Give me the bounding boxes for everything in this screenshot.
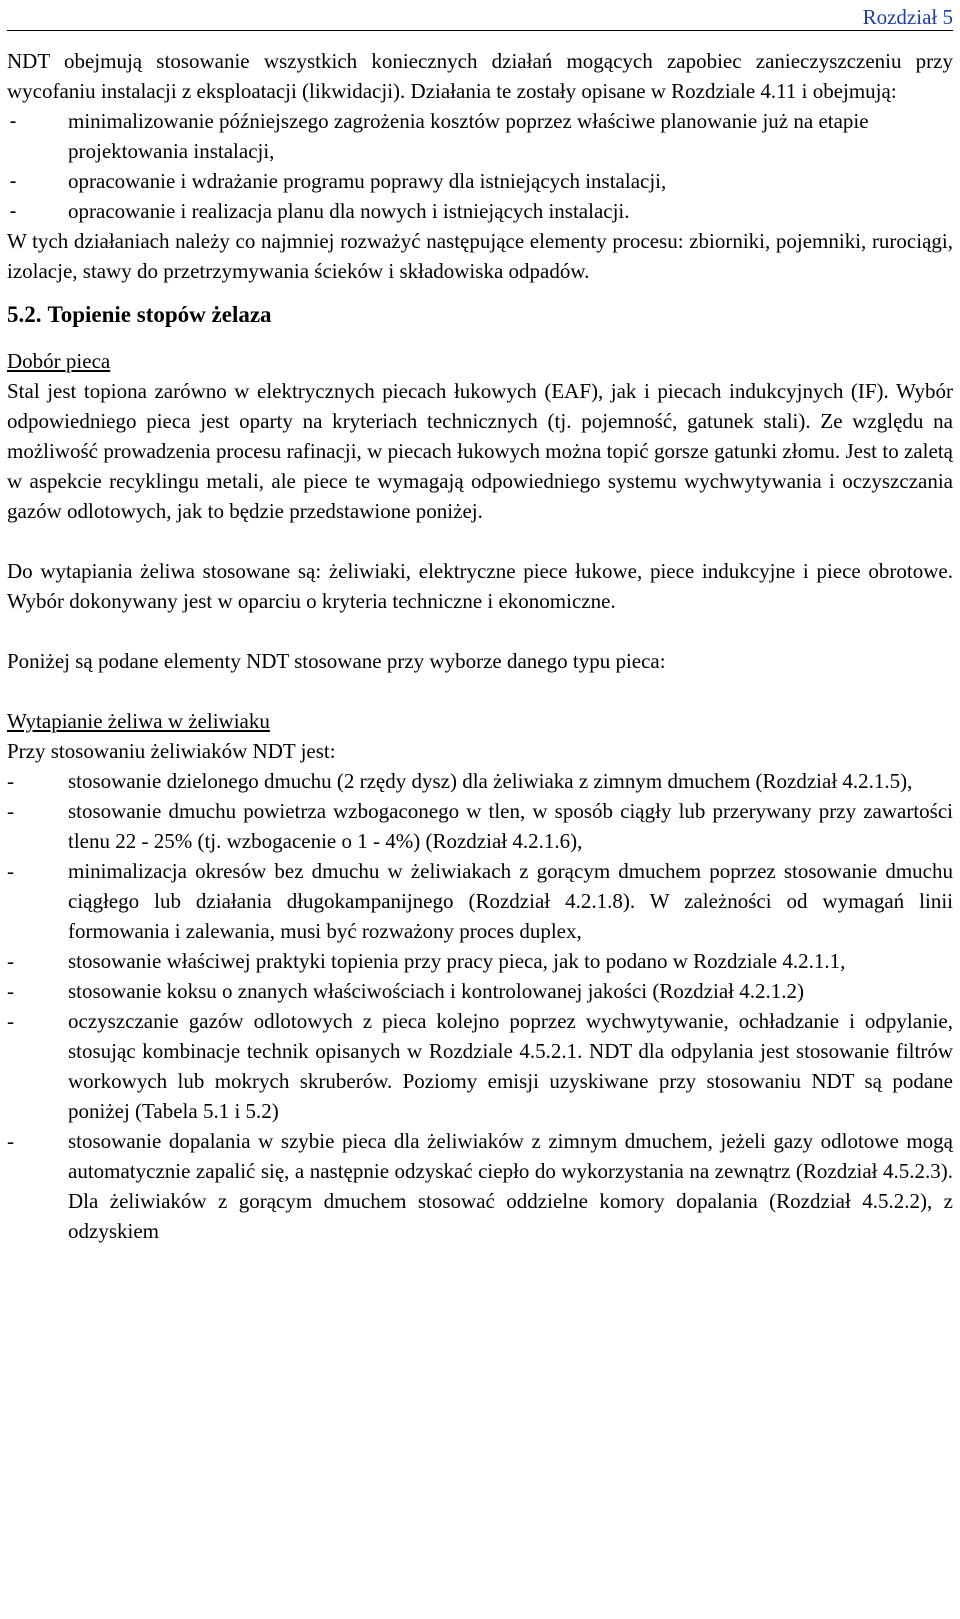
list-item-text: stosowanie koksu o znanych właściwościach i kontrolowanej jakości (Rozdział 4.2.1.2) (68, 979, 804, 1003)
dash-marker: - (7, 979, 14, 1003)
dash-marker: - (7, 199, 20, 223)
section-title: Topienie stopów żelaza (47, 302, 272, 327)
dash-marker: - (7, 859, 14, 883)
cupola-lead: Przy stosowaniu żeliwiaków NDT jest: (7, 739, 336, 763)
list-item-text: stosowanie właściwej praktyki topienia przy pracy pieca, jak to podano w Rozdziale 4.2.1.1, (68, 949, 846, 973)
document-page (7, 0, 953, 1246)
dash-marker: - (7, 109, 20, 133)
furnace-paragraph: Stal jest topiona zarówno w elektrycznych piecach łukowych (EAF), jak i piecach indukcyjnych (IF). Wybór odpowiedniego pieca jest oparty na kryteriach technicznych (tj. pojemność, gatunek stali). Ze względu na możliwość prowadzenia procesu rafinacji, w piecach łukowych można topić gorsze gatunki złomu. Jest to zaletą w aspekcie recyklingu metali, ale piece te wymagają odpowiedniego systemu wychwytywania i oczyszczania gazów odlotowych, jak to będzie przedstawione poniżej. (7, 379, 953, 523)
dash-marker: - (7, 169, 20, 193)
list-item (7, 106, 953, 166)
list-item (7, 1006, 953, 1126)
dash-marker: - (7, 949, 14, 973)
list-item-text: opracowanie i wdrażanie programu poprawy dla istniejących instalacji, (68, 169, 667, 193)
list-item-text: minimalizacja okresów bez dmuchu w żeliwiakach z gorącym dmuchem poprzez stosowanie dmuchu ciągłego lub działania długokampanijnego (Rozdział 4.2.1.8). W zależności od wymagań linii formowania i zalewania, musi być rozważony proces duplex, (68, 859, 953, 943)
list-item (7, 976, 953, 1006)
page-content (7, 31, 953, 1246)
list-item (7, 946, 953, 976)
intro-paragraph: NDT obejmują stosowanie wszystkich koniecznych działań mogących zapobiec zanieczyszczeniu przy wycofaniu instalacji z eksploatacji (likwidacji). Działania te zostały opisane w Rozdziale 4.11 i obejmują: (7, 49, 953, 103)
list-item-text: opracowanie i realizacja planu dla nowych i istniejących instalacji. (68, 199, 630, 223)
dash-marker: - (7, 799, 14, 823)
furnace-paragraph-3: Poniżej są podane elementy NDT stosowane przy wyborze danego typu pieca: (7, 649, 666, 673)
chapter-label: Rozdział 5 (862, 5, 953, 29)
page-header (7, 0, 953, 31)
furnace-subheading: Dobór pieca (7, 349, 111, 373)
section-number: 5.2. (7, 302, 42, 327)
list-item (7, 1126, 953, 1246)
list-item-text: minimalizowanie późniejszego zagrożenia kosztów poprzez właściwe planowanie już na etapie projektowania instalacji, (68, 109, 869, 163)
dash-marker: - (7, 1009, 14, 1033)
list-item-text: stosowanie dmuchu powietrza wzbogaconego w tlen, w sposób ciągły lub przerywany przy zawartości tlenu 22 - 25% (tj. wzbogacenie o 1 - 4%) (Rozdział 4.2.1.6), (68, 799, 953, 853)
list-item (7, 856, 953, 946)
cupola-subheading: Wytapianie żeliwa w żeliwiaku (7, 709, 270, 733)
furnace-paragraph-2: Do wytapiania żeliwa stosowane są: żeliwiaki, elektryczne piece łukowe, piece indukcyjne i piece obrotowe. Wybór dokonywany jest w oparciu o kryteria techniczne i ekonomiczne. (7, 559, 953, 613)
list-item-text: stosowanie dzielonego dmuchu (2 rzędy dysz) dla żeliwiaka z zimnym dmuchem (Rozdział 4.2.1.5), (68, 769, 913, 793)
intro-list (7, 106, 953, 226)
list-item (7, 196, 953, 226)
list-item (7, 166, 953, 196)
intro-closing-paragraph: W tych działaniach należy co najmniej rozważyć następujące elementy procesu: zbiorniki, pojemniki, rurociągi, izolacje, stawy do przetrzymywania ścieków i składowiska odpadów. (7, 229, 953, 283)
list-item-text: stosowanie dopalania w szybie pieca dla żeliwiaków z zimnym dmuchem, jeżeli gazy odlotowe mogą automatycznie zapalić się, a następnie odzyskać ciepło do wykorzystania na zewnątrz (Rozdział 4.5.2.3). Dla żeliwiaków z gorącym dmuchem stosować oddzielne komory dopalania (Rozdział 4.5.2.2), z odzyskiem (68, 1129, 953, 1243)
list-item (7, 766, 953, 796)
dash-marker: - (7, 769, 14, 793)
cupola-list (7, 766, 953, 1246)
list-item-text: oczyszczanie gazów odlotowych z pieca kolejno poprzez wychwytywanie, ochładzanie i odpylanie, stosując kombinacje technik opisanych w Rozdziale 4.5.2.1. NDT dla odpylania jest stosowanie filtrów workowych lub mokrych skruberów. Poziomy emisji uzyskiwane przy stosowaniu NDT są podane poniżej (Tabela 5.1 i 5.2) (68, 1009, 953, 1123)
list-item (7, 796, 953, 856)
section-heading (7, 300, 953, 330)
dash-marker: - (7, 1129, 14, 1153)
